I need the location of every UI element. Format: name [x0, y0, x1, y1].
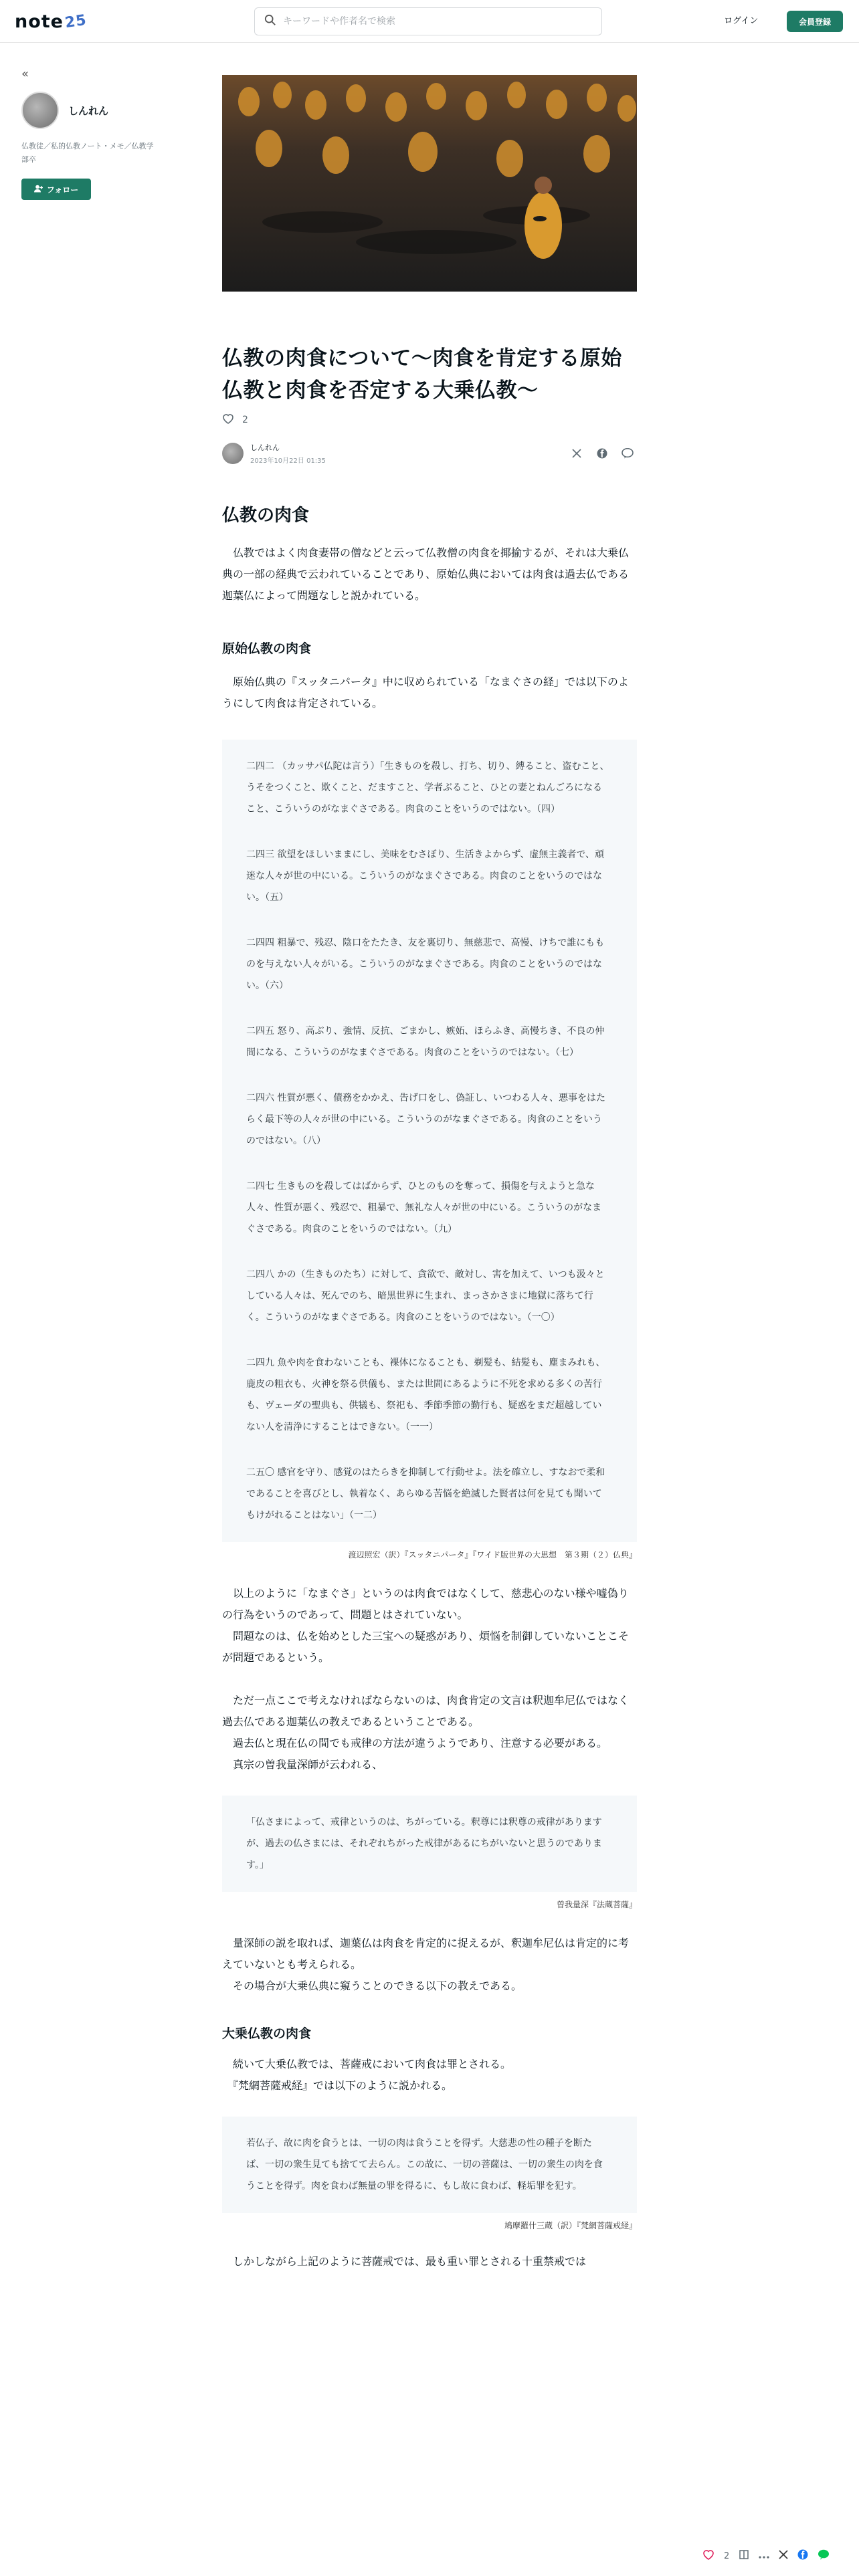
share-buttons — [570, 447, 634, 460]
hero-image-monks — [222, 75, 637, 292]
paragraph: 『梵網菩薩戒経』では以下のように説かれる。 — [222, 2079, 453, 2092]
quote-verse: 二四九 魚や肉を食わないことも、裸体になることも、剃髪も、結髪も、塵まみれも、鹿皮の粗衣も、火神を祭る供儀も、または世間にあるように不死を求める多くの苦行も、ヴェーダの聖典も、供犠も、祭祀も、季節季節の勤行も、疑惑をまだ超越していない人を清浄にすることはできない。（一一） — [246, 1358, 605, 1432]
quote-verse: 二四五 怒り、高ぶり、強情、反抗、ごまかし、嫉妬、ほらふき、高慢ちき、不良の仲間になる、こういうのがなまぐさである。肉食のことをいうのではない。（七） — [246, 1026, 605, 1058]
top-navigation — [0, 0, 859, 43]
follow-label: フォロー — [46, 185, 79, 195]
quote-text: 「仏さまによって、戒律というのは、ちがっている。釈尊には釈尊の戒律がありますが、過去の仏さまには、それぞれちがった戒律があるにちがいないと思うのであります。」 — [246, 1817, 602, 1870]
avatar[interactable] — [21, 92, 59, 129]
facebook-share-icon[interactable] — [797, 2549, 808, 2563]
section-heading-meat-eating: 仏教の肉食 — [222, 506, 310, 526]
paragraph: 仏教ではよく肉食妻帯の僧などと云って仏教僧の肉食を揶揄するが、それは大乗仏典の一部の経典で云われていることであり、原始仏典においては肉食は過去仏である迦葉仏によって問題なしと説かれている。 — [222, 546, 630, 602]
quote-text: 若仏子、故に肉を食うとは、一切の肉は食うことを得ず。大慈悲の性の種子を断たば、一切の衆生見ても捨てて去らん。この故に、一切の菩薩は、一切の衆生の肉を食うことを得ず。肉を食わば無量の罪を得るに、もし故に食わば、軽垢罪を犯す。 — [246, 2138, 603, 2191]
paragraph: 問題なのは、仏を始めとした三宝への疑惑があり、煩悩を制御していないことこそが問題であるという。 — [222, 1630, 630, 1664]
creator-bio: 仏教徒／私的仏教ノート・メモ／仏教学部卒 — [21, 142, 154, 164]
creator-sidebar — [21, 67, 155, 200]
line-share-icon[interactable] — [818, 2549, 830, 2563]
paragraph: 過去仏と現在仏の間でも戒律の方法が違うようであり、注意する必要がある。 — [222, 1737, 608, 1749]
author-avatar[interactable] — [222, 443, 244, 464]
paragraph: しかしながら上記のように菩薩戒では、最も重い罪とされる十重禁戒では — [222, 2255, 587, 2268]
subheading-early-buddhism: 原始仏教の肉食 — [222, 641, 312, 656]
register-button[interactable]: 会員登録 — [787, 11, 843, 32]
quote-verse: 二四六 性質が悪く、債務をかかえ、告げ口をし、偽証し、いつわる人々、悪事をはたらく最下等の人々が世の中にいる。こういうのがなまぐさである。肉食のことをいうのではない。（八） — [246, 1093, 606, 1146]
logo-text: note — [15, 11, 64, 32]
like-count[interactable]: 2 — [242, 415, 248, 425]
login-link[interactable]: ログイン — [724, 16, 759, 26]
subheading-mahayana: 大乗仏教の肉食 — [222, 2026, 312, 2041]
paragraph: ただ一点ここで考えなければならないのは、肉食肯定の文言は釈迦牟尼仏ではなく過去仏である迦葉仏の教えであるということである。 — [222, 1694, 630, 1728]
author-row — [222, 441, 637, 465]
like-area — [222, 413, 637, 427]
paragraph: 続いて大乗仏教では、菩薩戒において肉食は罪とされる。 — [222, 2058, 512, 2070]
search-box[interactable] — [254, 7, 602, 35]
more-options-icon[interactable] — [759, 2551, 769, 2561]
quote-verse: 二四四 粗暴で、残忍、陰口をたたき、友を裏切り、無慈悲で、高慢、けちで誰にもものを与えない人々がいる。こういうのがなまぐさである。肉食のことをいうのではない。（六） — [246, 938, 605, 991]
x-share-icon[interactable] — [570, 447, 583, 460]
creator-profile[interactable] — [21, 92, 155, 129]
quote-verse: 二四七 生きものを殺してはばからず、ひとのものを奪って、損傷を与えようと急な人々、性質が悪く、残忍で、粗暴で、無礼な人々が世の中にいる。こういうのがなまぐさである。肉食のことをいうのではない。（九） — [246, 1181, 602, 1235]
follow-button[interactable] — [21, 179, 91, 200]
paragraph: 量深師の説を取れば、迦葉仏は肉食を肯定的に捉えるが、釈迦牟尼仏は肯定的に考えていないとも考えられる。 — [222, 1937, 630, 1971]
user-plus-icon — [34, 185, 43, 195]
paragraph: 以上のように「なまぐさ」というのは肉食ではなくして、慈悲心のない様や嘘偽りの行為をいうのであって、問題とはされていない。 — [222, 1587, 629, 1621]
quote-citation: 渡辺照宏（訳）『スッタニパータ』『ワイド版世界の大思想 第３期（２）仏典』 — [348, 1550, 637, 1560]
x-share-icon[interactable] — [779, 2550, 788, 2562]
search-input[interactable] — [283, 16, 577, 27]
quote-verse: 二四二 （カッサパ仏陀は言う）「生きものを殺し、打ち、切り、縛ること、盗むこと、うそをつくこと、欺くこと、だますこと、学者ぶること、ひとの妻とねんごろになること、こういうのがなまぐさである。肉食のことをいうのではない。（四） — [246, 761, 609, 815]
blockquote-suttanipata — [222, 740, 637, 1542]
publish-date: 2023年10月22日 01:35 — [250, 457, 326, 465]
paragraph: その場合が大乗仏典に窺うことのできる以下の教えである。 — [222, 1979, 522, 1992]
heart-icon[interactable] — [222, 413, 234, 427]
logo-badge: 25 — [64, 11, 88, 31]
quote-verse: 二四八 かの（生きものたち）に対して、貪欲で、敵対し、害を加えて、いつも汲々としている人々は、死んでのち、暗黒世界に生まれ、まっさかさまに地獄に落ちて行く。こういうのがなまぐさである。肉食のことをいうのではない。（一〇） — [246, 1269, 605, 1323]
footer-like-count[interactable]: 2 — [724, 2551, 730, 2561]
creator-name[interactable]: しんれん — [68, 104, 109, 117]
article-title: 仏教の肉食について〜肉食を肯定する原始仏教と肉食を否定する大乗仏教〜 — [222, 346, 622, 403]
blockquote-soga — [222, 1796, 637, 1892]
search-icon — [264, 14, 276, 29]
heart-icon[interactable] — [702, 2549, 714, 2563]
note-logo[interactable] — [15, 11, 87, 32]
collapse-sidebar-icon[interactable]: « — [21, 67, 27, 81]
quote-citation: 曽我量深『法蔵菩薩』 — [556, 1900, 637, 1909]
quote-verse: 二五〇 感官を守り、感覚のはたらきを抑制して行動せよ。法を確立し、すなおで柔和であることを喜びとし、執着なく、あらゆる苦悩を絶滅した賢者は何を見ても聞いてもけがれることはない」（一二） — [246, 1467, 605, 1521]
line-share-icon[interactable] — [621, 447, 634, 460]
paragraph: 原始仏典の『スッタニパータ』中に収められている「なまぐさの経」では以下のようにして肉食は肯定されている。 — [222, 675, 629, 710]
magazine-icon[interactable] — [739, 2549, 749, 2563]
quote-verse: 二四三 欲望をほしいままにし、美味をむさぼり、生活きよからず、虚無主義者で、頑迷な人々が世の中にいる。こういうのがなまぐさである。肉食のことをいうのではない。（五） — [246, 849, 605, 903]
blockquote-brahmajala — [222, 2117, 637, 2213]
quote-citation: 鳩摩羅什三蔵（訳）『梵網菩薩戒経』 — [504, 2221, 637, 2230]
article — [222, 75, 637, 2272]
paragraph: 真宗の曽我量深師が云われる、 — [222, 1758, 383, 1771]
author-name[interactable]: しんれん — [250, 443, 280, 452]
facebook-share-icon[interactable] — [595, 447, 609, 460]
floating-action-bar — [702, 2548, 830, 2564]
